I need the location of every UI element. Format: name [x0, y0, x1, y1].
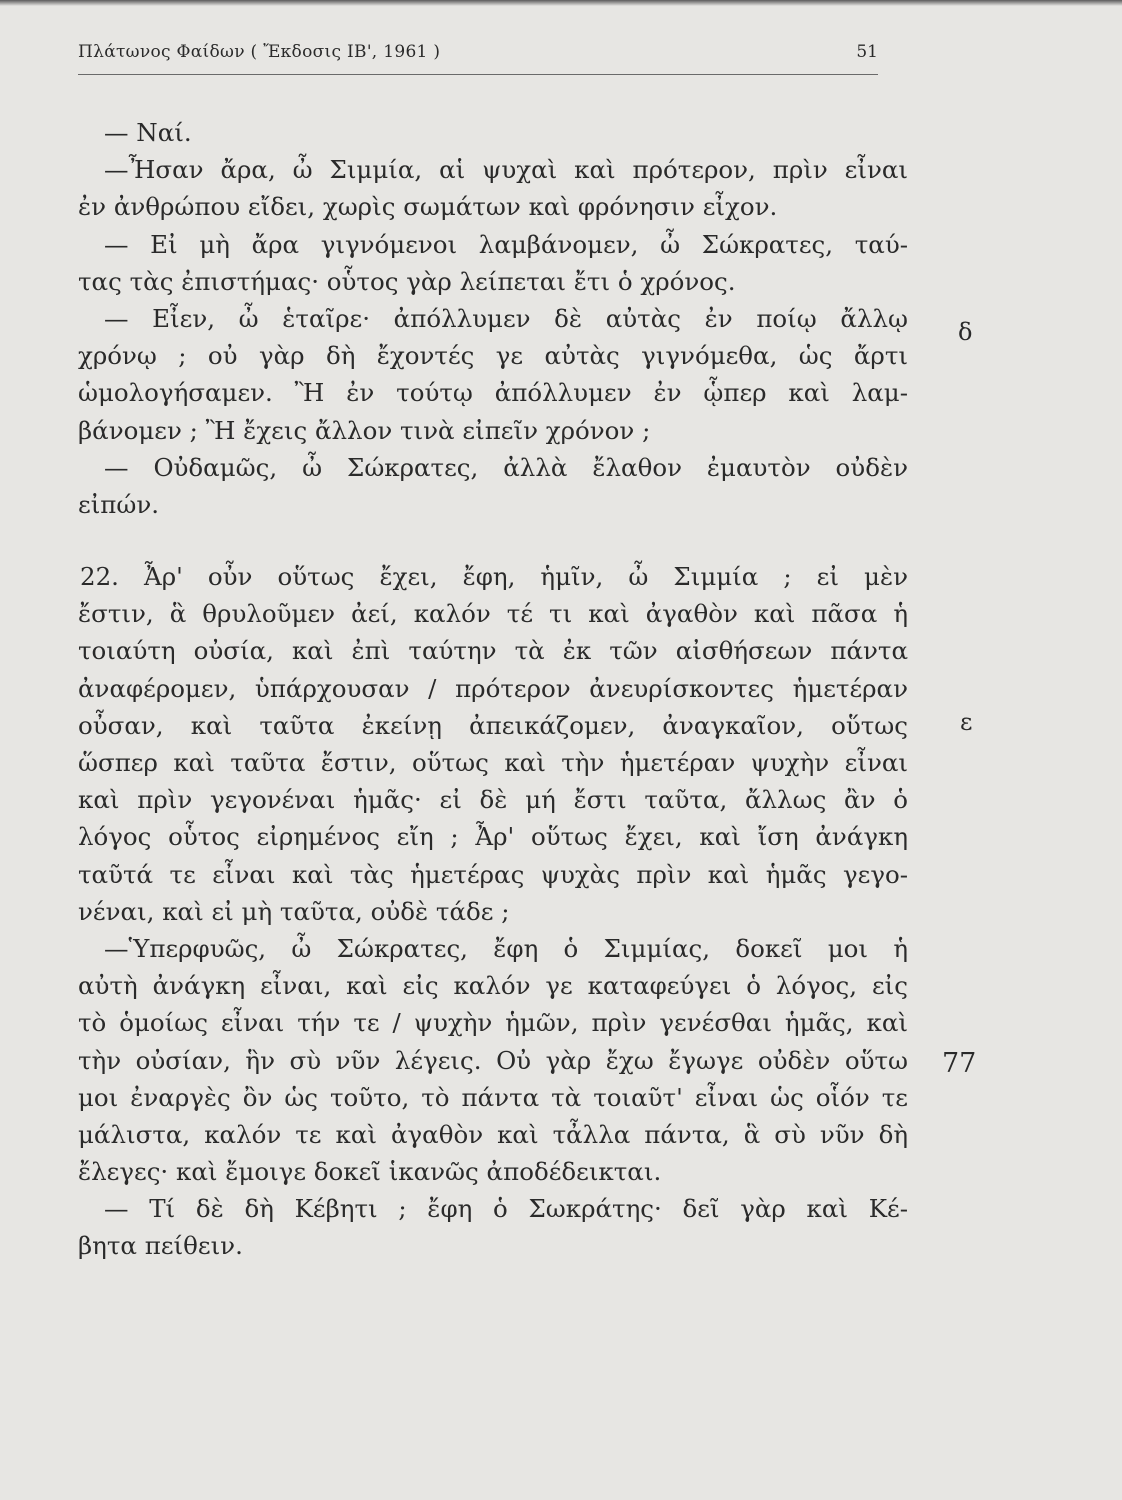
text-line: λόγος οὗτος εἰρημένος εἴη ; Ἆρ' οὕτως ἔχει, καὶ ἴση ἀνάγκη	[78, 822, 908, 852]
text-line: οὖσαν, καὶ ταῦτα ἐκείνῃ ἀπεικάζομεν, ἀναγκαῖον, οὕτως	[78, 710, 908, 740]
text-line: ἔλεγες· καὶ ἔμοιγε δοκεῖ ἱκανῶς ἀποδέδεικται.	[78, 1157, 662, 1187]
running-header	[78, 42, 878, 76]
margin-mark-epsilon: ε	[960, 708, 973, 736]
margin-page-reference: 77	[942, 1048, 977, 1079]
text-line: νέναι, καὶ εἰ μὴ ταῦτα, οὐδὲ τάδε ;	[78, 896, 510, 926]
text-line: —Ἦσαν ἄρα, ὦ Σιμμία, αἱ ψυχαὶ καὶ πρότερον, πρὶν εἶναι	[104, 155, 908, 185]
text-line: — Ναί.	[104, 118, 192, 147]
page-number: 51	[856, 42, 878, 62]
text-line: βάνομεν ; Ἢ ἔχεις ἄλλον τινὰ εἰπεῖν χρόνον ;	[78, 415, 651, 445]
text-line: ὡμολογήσαμεν. Ἢ ἐν τούτῳ ἀπόλλυμεν ἐν ᾧπερ καὶ λαμ-	[78, 378, 908, 408]
body-text	[78, 114, 908, 1265]
text-line: ἀναφέρομεν, ὑπάρχουσαν / πρότερον ἀνευρίσκοντες ἡμετέραν	[78, 673, 908, 703]
text-line: μοι ἐναργὲς ὂν ὡς τοῦτο, τὸ πάντα τὰ τοιαῦτ' εἶναι ὡς οἷόν τε	[78, 1082, 908, 1112]
text-line: 22. Ἆρ' οὖν οὕτως ἔχει, ἔφη, ἡμῖν, ὦ Σιμμία ; εἰ μὲν	[80, 562, 908, 592]
text-line: καὶ πρὶν γεγονέναι ἡμᾶς· εἰ δὲ μή ἔστι ταῦτα, ἄλλως ἂν ὁ	[78, 785, 908, 815]
text-line: — Οὐδαμῶς, ὦ Σώκρατες, ἀλλὰ ἔλαθον ἐμαυτὸν οὐδὲν	[104, 452, 908, 482]
text-line: βητα πείθειν.	[78, 1231, 243, 1261]
text-line: εἰπών.	[78, 489, 160, 519]
text-line: — Εἶεν, ὦ ἑταῖρε· ἀπόλλυμεν δὲ αὐτὰς ἐν ποίῳ ἄλλῳ	[104, 303, 908, 333]
text-line: ὥσπερ καὶ ταῦτα ἔστιν, οὕτως καὶ τὴν ἡμετέραν ψυχὴν εἶναι	[78, 748, 908, 777]
header-rule	[78, 74, 878, 75]
text-line: — Εἰ μὴ ἄρα γιγνόμενοι λαμβάνομεν, ὦ Σώκρατες, ταύ-	[104, 229, 908, 259]
text-line: χρόνῳ ; οὐ γὰρ δὴ ἔχοντές γε αὐτὰς γιγνόμεθα, ὡς ἄρτι	[78, 341, 908, 371]
text-line: αὐτὴ ἀνάγκη εἶναι, καὶ εἰς καλόν γε καταφεύγει ὁ λόγος, εἰς	[78, 971, 908, 1001]
text-line: μάλιστα, καλόν τε καὶ ἀγαθὸν καὶ τἆλλα πάντα, ἃ σὺ νῦν δὴ	[78, 1119, 908, 1149]
text-line: τὸ ὁμοίως εἶναι τήν τε / ψυχὴν ἡμῶν, πρὶν γενέσθαι ἡμᾶς, καὶ	[78, 1008, 908, 1038]
text-line: ἐν ἀνθρώπου εἴδει, χωρὶς σωμάτων καὶ φρόνησιν εἶχον.	[78, 192, 778, 222]
text-line: ἔστιν, ἃ θρυλοῦμεν ἀεί, καλόν τέ τι καὶ ἀγαθὸν καὶ πᾶσα ἡ	[78, 599, 908, 629]
margin-mark-delta: δ	[958, 318, 973, 346]
text-line: τας τὰς ἐπιστήμας· οὗτος γὰρ λείπεται ἔτι ὁ χρόνος.	[78, 266, 736, 296]
text-line: τοιαύτη οὐσία, καὶ ἐπὶ ταύτην τὰ ἐκ τῶν αἰσθήσεων πάντα	[78, 636, 908, 666]
text-line: — Τί δὲ δὴ Κέβητι ; ἔφη ὁ Σωκράτης· δεῖ γὰρ καὶ Κέ-	[104, 1194, 908, 1224]
header-title: Πλάτωνος Φαίδων ( Ἔκδοσις ΙΒ', 1961 )	[78, 42, 441, 62]
text-line: ταῦτά τε εἶναι καὶ τὰς ἡμετέρας ψυχὰς πρὶν καὶ ἡμᾶς γεγο-	[78, 859, 908, 889]
text-line: —Ὑπερφυῶς, ὦ Σώκρατες, ἔφη ὁ Σιμμίας, δοκεῖ μοι ἡ	[104, 933, 908, 963]
page-top-edge	[0, 0, 1122, 6]
text-line: τὴν οὐσίαν, ἣν σὺ νῦν λέγεις. Οὐ γὰρ ἔχω ἔγωγε οὐδὲν οὕτω	[78, 1045, 908, 1075]
